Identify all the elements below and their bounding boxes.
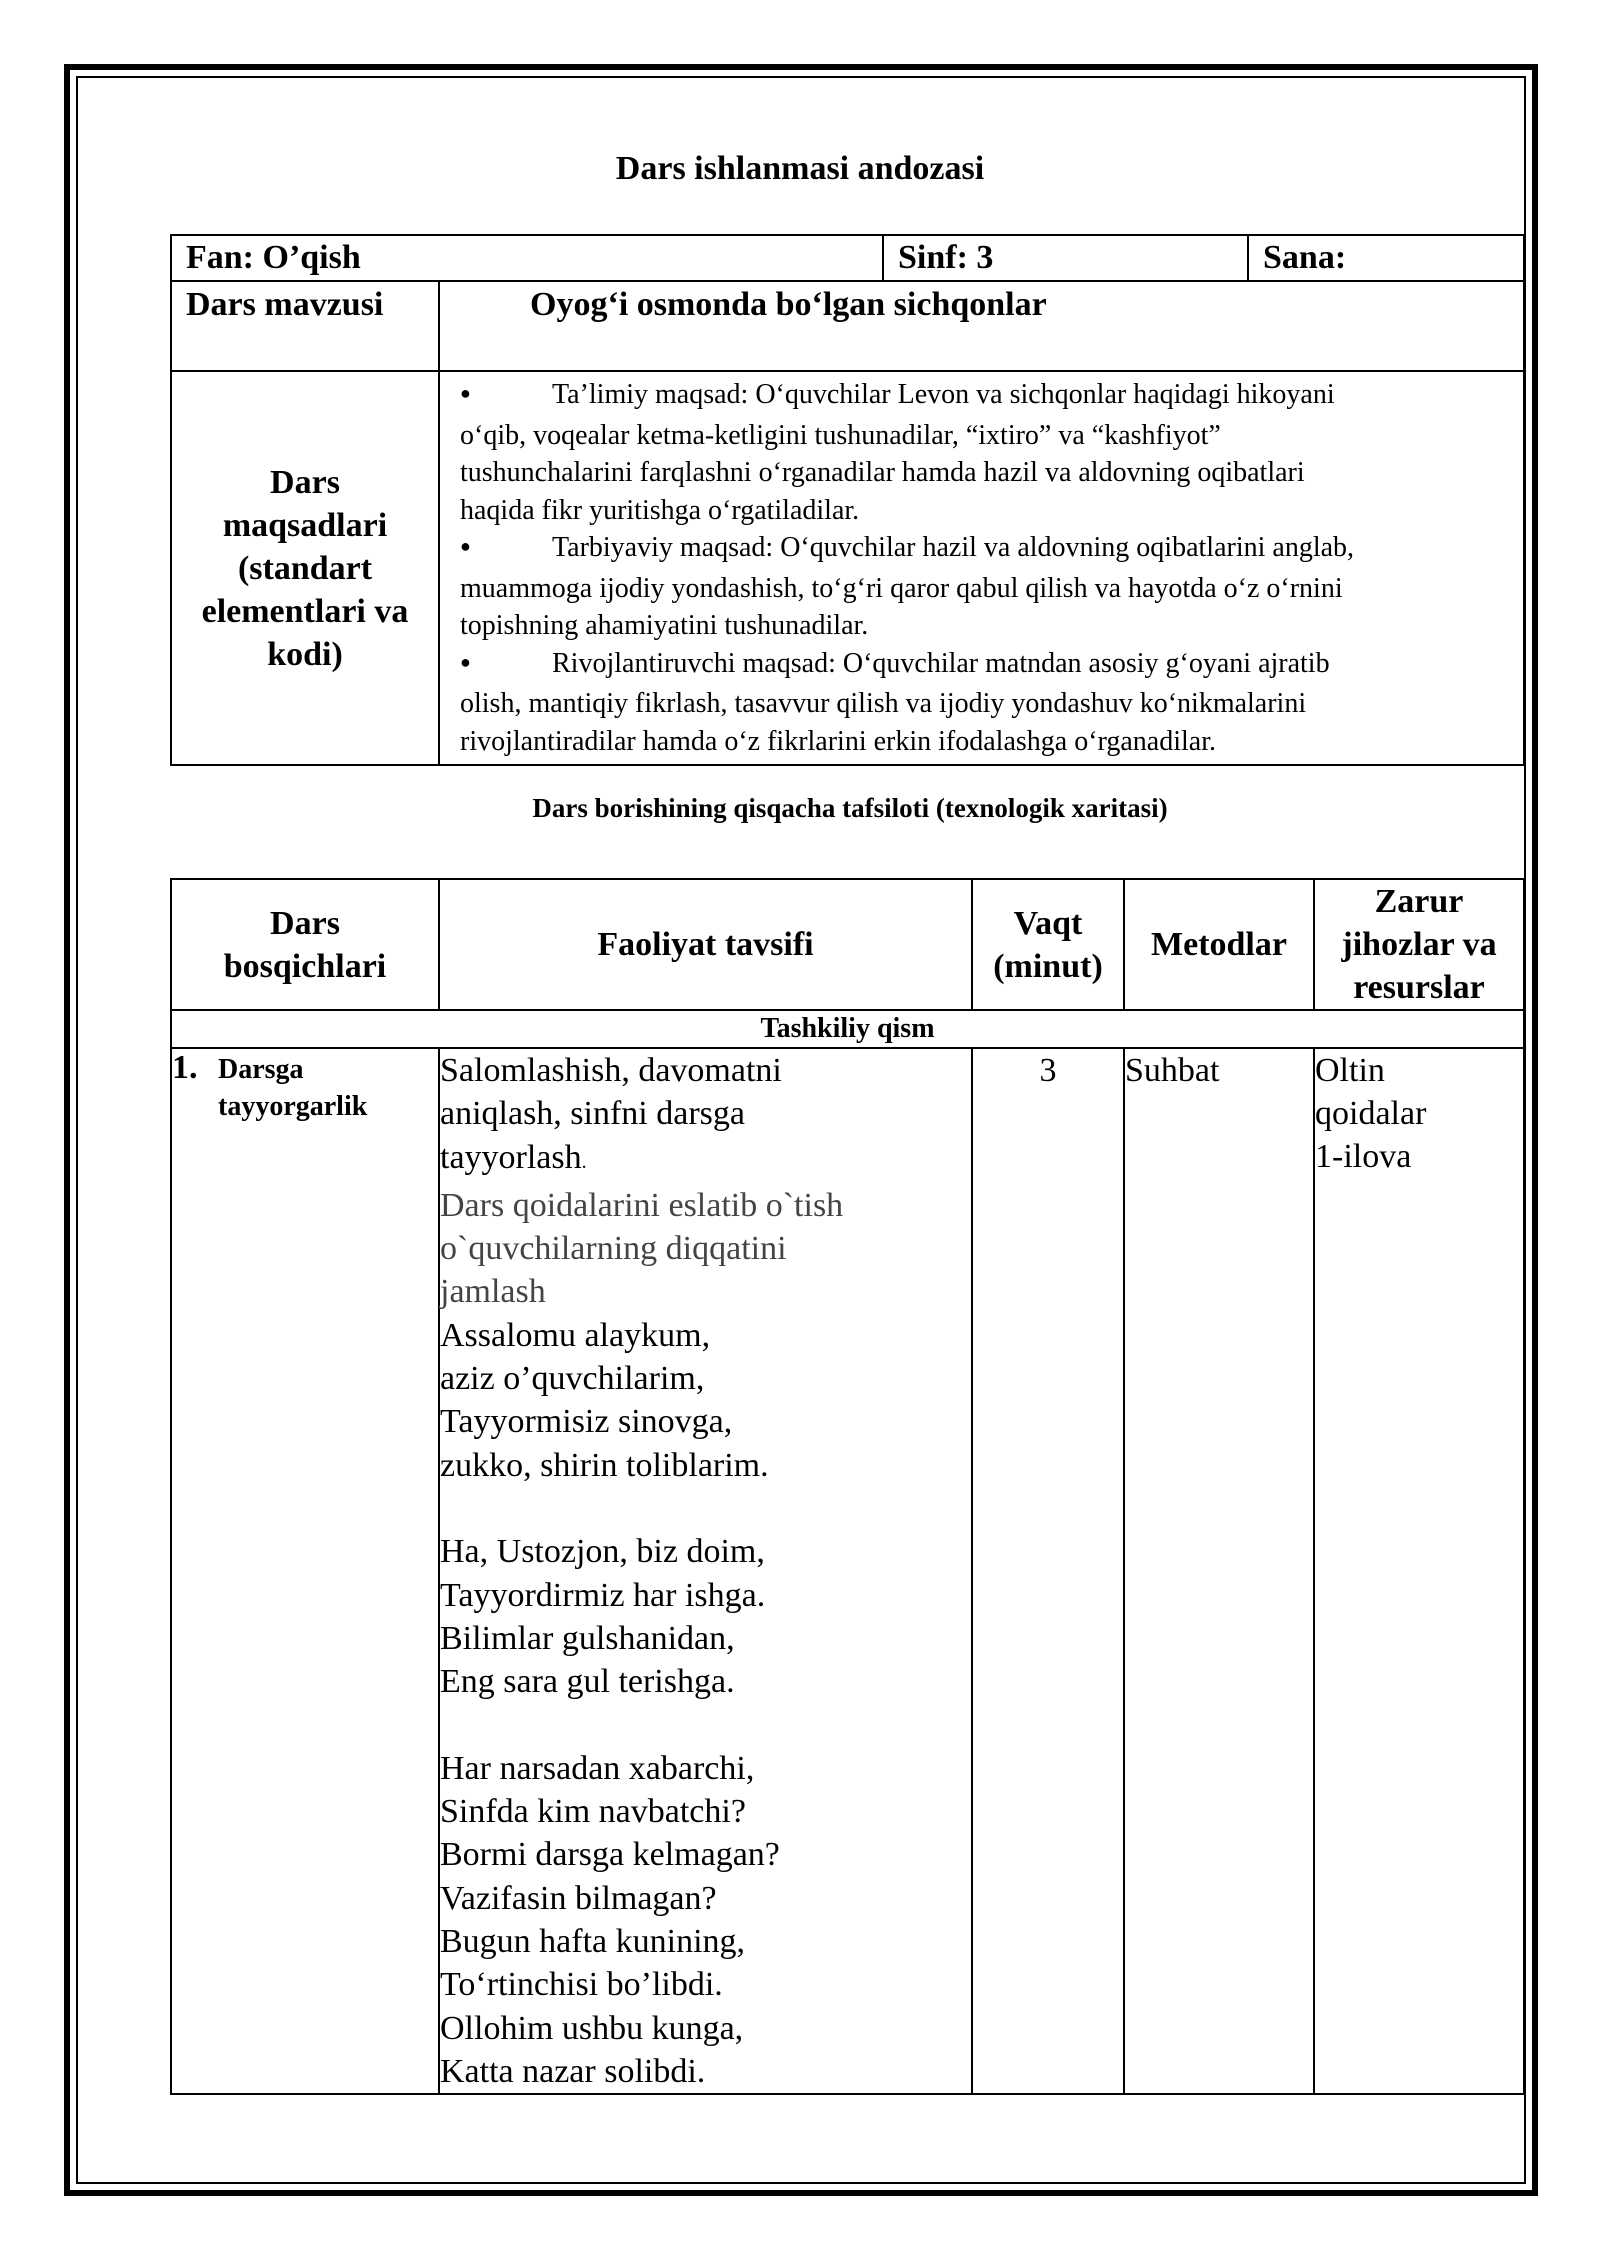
poem-line: Sinfda kim navbatchi? bbox=[440, 1793, 746, 1831]
goal-text: haqida fikr yuritishga o‘rgatiladilar. bbox=[460, 494, 860, 526]
poem-line: To‘rtinchisi bo’libdi. bbox=[440, 1966, 723, 2004]
lesson-header-row bbox=[171, 235, 1524, 281]
activity-line: Salomlashish, davomatni bbox=[440, 1052, 782, 1089]
header-line: resurslar bbox=[1353, 969, 1485, 1006]
goal-text: o‘qib, voqealar ketma-ketligini tushunadilar, “ixtiro” va “kashfiyot” bbox=[460, 419, 1221, 451]
goal-text: Ta’limiy maqsad: O‘quvchilar Levon va sichqonlar haqidagi hikoyani bbox=[552, 379, 1335, 410]
document-title: Dars ishlanmasi andozasi bbox=[615, 150, 985, 187]
activity-cell bbox=[439, 1048, 972, 2094]
poem-line: zukko, shirin toliblarim. bbox=[440, 1446, 769, 1484]
goal-text: Tarbiyaviy maqsad: O‘quvchilar hazil va aldovning oqibatlarini anglab, bbox=[552, 532, 1355, 563]
header-line: jihozlar va bbox=[1341, 926, 1497, 963]
activity-line: jamlash bbox=[440, 1273, 546, 1311]
stanza-gap bbox=[440, 1487, 971, 1530]
goals-row bbox=[171, 371, 1524, 765]
goals-label-line: Dars bbox=[270, 463, 340, 501]
header-line: (minut) bbox=[993, 947, 1103, 985]
activity-line: o`quvchilarning diqqatini bbox=[440, 1230, 787, 1268]
activity-line bbox=[440, 1136, 971, 1184]
column-header-activity: Faoliyat tavsifi bbox=[439, 879, 972, 1010]
goal-upbringing bbox=[460, 529, 1509, 645]
goals-list bbox=[439, 371, 1524, 765]
section-title: Tashkiliy qism bbox=[171, 1010, 1524, 1048]
goal-text: rivojlantiradilar hamda o‘z fikrlarini erkin ifodalashga o‘rganadilar. bbox=[460, 725, 1216, 757]
activity-text: . bbox=[581, 1150, 587, 1173]
grade-cell: Sinf: 3 bbox=[883, 235, 1248, 281]
goal-text: topishning ahamiyatini tushunadilar. bbox=[460, 610, 869, 641]
goals-label-line: elementlari va bbox=[201, 592, 409, 630]
column-header-time bbox=[972, 879, 1124, 1010]
header-line: Zarur bbox=[1374, 883, 1464, 920]
poem-line: Bugun hafta kunining, bbox=[440, 1922, 746, 1960]
topic-row bbox=[171, 281, 1524, 371]
stage-name bbox=[218, 1049, 367, 1125]
topic-label: Dars mavzusi bbox=[171, 281, 439, 371]
poem-line: aziz o’quvchilarim, bbox=[440, 1360, 705, 1398]
column-header-resources bbox=[1314, 879, 1524, 1010]
header-line: Dars bbox=[270, 904, 340, 942]
header-line: Vaqt bbox=[1013, 904, 1083, 942]
poem-line: Bilimlar gulshanidan, bbox=[440, 1619, 735, 1657]
stage-name-line: tayyorgarlik bbox=[218, 1091, 368, 1122]
stage-cell bbox=[171, 1048, 439, 2094]
activity-line: Dars qoidalarini eslatib o`tish bbox=[440, 1186, 844, 1224]
poem-line: Vazifasin bilmagan? bbox=[440, 1879, 717, 1917]
goals-label-line: kodi) bbox=[267, 635, 343, 673]
resource-cell bbox=[1314, 1048, 1524, 2094]
goals-label bbox=[171, 371, 439, 765]
poem-line: Assalomu alaykum, bbox=[440, 1316, 711, 1354]
bullet-icon bbox=[460, 376, 552, 417]
poem-line: Tayyormisiz sinovga, bbox=[440, 1403, 733, 1441]
column-header-methods: Metodlar bbox=[1124, 879, 1314, 1010]
poem-line: Ollohim ushbu kunga, bbox=[440, 2009, 744, 2047]
time-cell: 3 bbox=[972, 1048, 1124, 2094]
table-row bbox=[171, 1048, 1524, 2094]
topic-value: Oyog‘i osmonda bo‘lgan sichqonlar bbox=[439, 281, 1524, 371]
stanza-gap bbox=[440, 1703, 971, 1746]
lesson-info-table bbox=[170, 234, 1525, 766]
resource-line: Oltin bbox=[1315, 1052, 1385, 1089]
goals-label-line: maqsadlari bbox=[222, 506, 388, 544]
goals-label-line: (standart bbox=[237, 549, 373, 587]
poem-line: Tayyordirmiz har ishga. bbox=[440, 1576, 766, 1614]
poem-line: Har narsadan xabarchi, bbox=[440, 1749, 755, 1787]
method-cell: Suhbat bbox=[1124, 1048, 1314, 2094]
activity-text: tayyorlash bbox=[440, 1138, 582, 1176]
goal-text: muammoga ijodiy yondashish, to‘g‘ri qaror qabul qilish va hayotda o‘z o‘rnini bbox=[460, 572, 1343, 604]
goal-text: Rivojlantiruvchi maqsad: O‘quvchilar matndan asosiy g‘oyani ajratib bbox=[552, 647, 1330, 679]
flow-header-row bbox=[171, 879, 1524, 1010]
bullet-icon bbox=[460, 645, 552, 686]
poem-line: Eng sara gul terishga. bbox=[440, 1663, 735, 1701]
section-subtitle: Dars borishining qisqacha tafsiloti (texnologik xaritasi) bbox=[532, 793, 1168, 823]
goal-text: olish, mantiqiy fikrlash, tasavvur qilish va ijodiy yondashuv ko‘nikmalarini bbox=[460, 688, 1307, 719]
section-row bbox=[171, 1010, 1524, 1048]
goal-developmental bbox=[460, 645, 1509, 761]
bullet-icon bbox=[460, 529, 552, 570]
column-header-stages bbox=[171, 879, 439, 1010]
poem-line: Katta nazar solibdi. bbox=[440, 2052, 706, 2090]
lesson-flow-table bbox=[170, 878, 1525, 2095]
goal-educational bbox=[460, 376, 1509, 529]
poem-line: Ha, Ustozjon, biz doim, bbox=[440, 1533, 765, 1571]
activity-line: aniqlash, sinfni darsga bbox=[440, 1095, 745, 1133]
resource-line: 1-ilova bbox=[1315, 1138, 1412, 1175]
stage-number: 1. bbox=[172, 1049, 198, 1086]
subject-cell: Fan: O’qish bbox=[171, 235, 883, 281]
goal-text: tushunchalarini farqlashni o‘rganadilar hamda hazil va aldovning oqibatlari bbox=[460, 457, 1305, 488]
date-cell: Sana: bbox=[1248, 235, 1524, 281]
poem-line: Bormi darsga kelmagan? bbox=[440, 1836, 780, 1874]
resource-line: qoidalar bbox=[1315, 1095, 1427, 1132]
header-line: bosqichlari bbox=[223, 947, 387, 985]
stage-name-line: Darsga bbox=[218, 1054, 304, 1085]
